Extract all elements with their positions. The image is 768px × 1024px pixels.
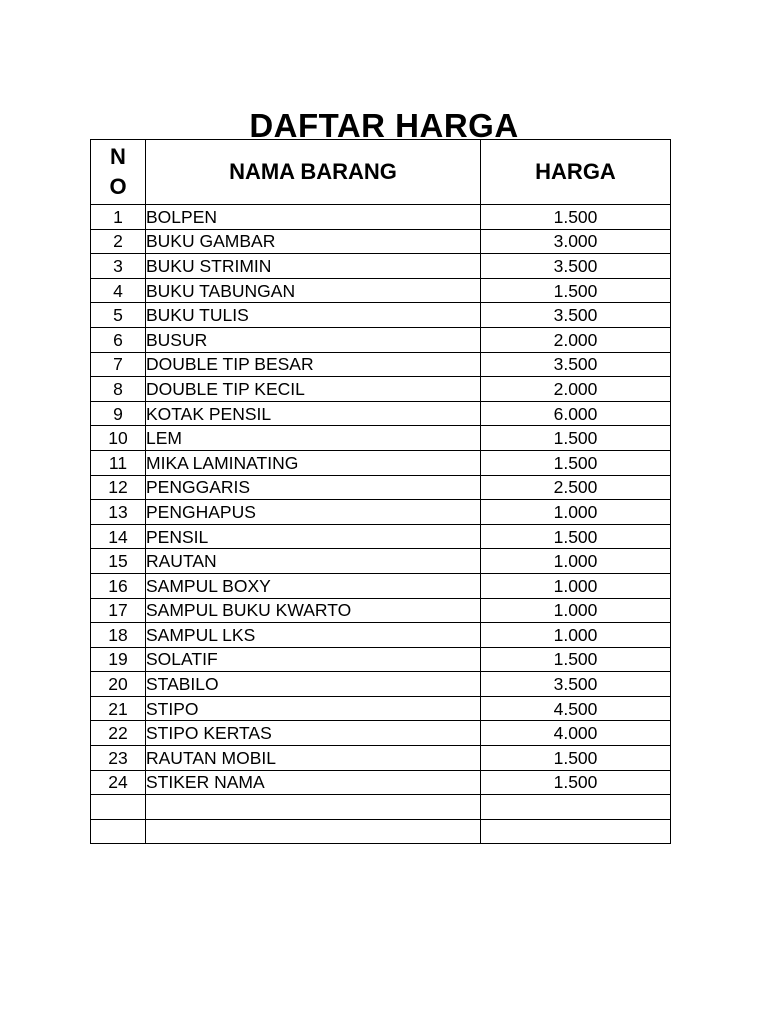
cell-no: 3 bbox=[91, 254, 146, 279]
table-row bbox=[91, 598, 671, 623]
cell-price: 1.500 bbox=[481, 524, 671, 549]
cell-no: 7 bbox=[91, 352, 146, 377]
cell-no: 1 bbox=[91, 205, 146, 230]
cell-no bbox=[91, 819, 146, 844]
cell-no: 23 bbox=[91, 746, 146, 771]
cell-price: 4.000 bbox=[481, 721, 671, 746]
cell-name: BUKU TULIS bbox=[146, 303, 481, 328]
table-header bbox=[91, 140, 671, 205]
table-row bbox=[91, 770, 671, 795]
header-no-line1: N bbox=[110, 144, 126, 169]
cell-price: 3.500 bbox=[481, 254, 671, 279]
table-row bbox=[91, 647, 671, 672]
cell-name: STIPO bbox=[146, 696, 481, 721]
header-name: NAMA BARANG bbox=[146, 140, 481, 205]
cell-price: 1.500 bbox=[481, 647, 671, 672]
cell-price: 1.500 bbox=[481, 770, 671, 795]
cell-price: 1.500 bbox=[481, 426, 671, 451]
cell-price: 4.500 bbox=[481, 696, 671, 721]
cell-name: PENSIL bbox=[146, 524, 481, 549]
cell-name: SOLATIF bbox=[146, 647, 481, 672]
cell-no: 8 bbox=[91, 377, 146, 402]
cell-no: 15 bbox=[91, 549, 146, 574]
cell-no bbox=[91, 795, 146, 820]
table-row bbox=[91, 401, 671, 426]
table-row bbox=[91, 205, 671, 230]
cell-price: 1.500 bbox=[481, 746, 671, 771]
table-row bbox=[91, 573, 671, 598]
cell-name: SAMPUL LKS bbox=[146, 623, 481, 648]
cell-price bbox=[481, 795, 671, 820]
cell-price: 2.000 bbox=[481, 327, 671, 352]
table-row bbox=[91, 549, 671, 574]
cell-no: 5 bbox=[91, 303, 146, 328]
table-row bbox=[91, 524, 671, 549]
cell-name: DOUBLE TIP BESAR bbox=[146, 352, 481, 377]
table-row bbox=[91, 327, 671, 352]
table-row bbox=[91, 303, 671, 328]
table-row bbox=[91, 229, 671, 254]
cell-price: 3.500 bbox=[481, 672, 671, 697]
table-row bbox=[91, 623, 671, 648]
cell-name: STIKER NAMA bbox=[146, 770, 481, 795]
cell-name: BUKU STRIMIN bbox=[146, 254, 481, 279]
cell-no: 10 bbox=[91, 426, 146, 451]
cell-name: DOUBLE TIP KECIL bbox=[146, 377, 481, 402]
cell-no: 16 bbox=[91, 573, 146, 598]
cell-name: BUKU GAMBAR bbox=[146, 229, 481, 254]
cell-no: 19 bbox=[91, 647, 146, 672]
table-row bbox=[91, 254, 671, 279]
cell-no: 24 bbox=[91, 770, 146, 795]
header-row bbox=[91, 140, 671, 205]
cell-name: BUKU TABUNGAN bbox=[146, 278, 481, 303]
cell-name: BOLPEN bbox=[146, 205, 481, 230]
cell-name: LEM bbox=[146, 426, 481, 451]
cell-name: MIKA LAMINATING bbox=[146, 450, 481, 475]
cell-price bbox=[481, 819, 671, 844]
cell-price: 1.000 bbox=[481, 549, 671, 574]
table-row bbox=[91, 721, 671, 746]
cell-price: 2.500 bbox=[481, 475, 671, 500]
header-no bbox=[91, 140, 146, 205]
table-row bbox=[91, 278, 671, 303]
cell-price: 1.000 bbox=[481, 598, 671, 623]
cell-name: STABILO bbox=[146, 672, 481, 697]
cell-no: 2 bbox=[91, 229, 146, 254]
cell-name: SAMPUL BOXY bbox=[146, 573, 481, 598]
cell-name: RAUTAN MOBIL bbox=[146, 746, 481, 771]
table-row bbox=[91, 500, 671, 525]
cell-price: 1.000 bbox=[481, 573, 671, 598]
cell-name: SAMPUL BUKU KWARTO bbox=[146, 598, 481, 623]
cell-price: 3.500 bbox=[481, 303, 671, 328]
cell-name: KOTAK PENSIL bbox=[146, 401, 481, 426]
cell-price: 1.000 bbox=[481, 623, 671, 648]
cell-price: 1.500 bbox=[481, 278, 671, 303]
cell-name: RAUTAN bbox=[146, 549, 481, 574]
page-title: DAFTAR HARGA bbox=[249, 107, 519, 145]
cell-no: 6 bbox=[91, 327, 146, 352]
cell-no: 12 bbox=[91, 475, 146, 500]
cell-no: 18 bbox=[91, 623, 146, 648]
header-no-line2: O bbox=[109, 174, 127, 199]
price-table bbox=[90, 139, 671, 844]
cell-no: 13 bbox=[91, 500, 146, 525]
table-row bbox=[91, 450, 671, 475]
cell-name bbox=[146, 819, 481, 844]
table-row bbox=[91, 475, 671, 500]
cell-no: 17 bbox=[91, 598, 146, 623]
cell-no: 14 bbox=[91, 524, 146, 549]
cell-price: 1.500 bbox=[481, 205, 671, 230]
table-row bbox=[91, 426, 671, 451]
cell-name bbox=[146, 795, 481, 820]
cell-name: BUSUR bbox=[146, 327, 481, 352]
table-row bbox=[91, 377, 671, 402]
cell-price: 1.000 bbox=[481, 500, 671, 525]
cell-price: 3.500 bbox=[481, 352, 671, 377]
table-row bbox=[91, 795, 671, 820]
table-body bbox=[91, 205, 671, 844]
cell-price: 2.000 bbox=[481, 377, 671, 402]
cell-price: 6.000 bbox=[481, 401, 671, 426]
cell-no: 11 bbox=[91, 450, 146, 475]
cell-no: 21 bbox=[91, 696, 146, 721]
table-row bbox=[91, 672, 671, 697]
cell-name: STIPO KERTAS bbox=[146, 721, 481, 746]
cell-price: 1.500 bbox=[481, 450, 671, 475]
table-row bbox=[91, 352, 671, 377]
cell-name: PENGHAPUS bbox=[146, 500, 481, 525]
cell-no: 20 bbox=[91, 672, 146, 697]
cell-no: 9 bbox=[91, 401, 146, 426]
cell-price: 3.000 bbox=[481, 229, 671, 254]
table-row bbox=[91, 819, 671, 844]
cell-name: PENGGARIS bbox=[146, 475, 481, 500]
table-row bbox=[91, 746, 671, 771]
table-row bbox=[91, 696, 671, 721]
cell-no: 22 bbox=[91, 721, 146, 746]
header-price: HARGA bbox=[481, 140, 671, 205]
cell-no: 4 bbox=[91, 278, 146, 303]
